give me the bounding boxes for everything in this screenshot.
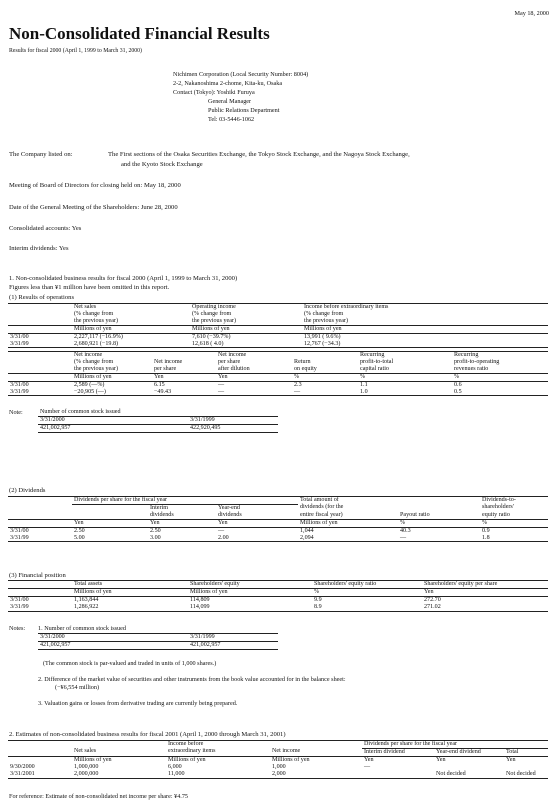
cell: 1,000 [272, 763, 286, 770]
col-equity-ratio: Shareholders' equity ratio [312, 581, 422, 589]
page-subtitle: Results for fiscal 2000 (April 1, 1999 to March 31, 2000) [9, 48, 142, 54]
unit: Yen [506, 756, 516, 763]
notes-label: Notes: [9, 625, 26, 632]
shares-date: 3/31/1999 [188, 416, 278, 424]
cell: 5.00 [72, 535, 148, 542]
col-prev-year: the previous year) [190, 318, 302, 325]
company-address: 2-2, Nakanoshima 2-chome, Kita-ku, Osaka [173, 80, 283, 87]
col-recurring-total-3: capital ratio [358, 366, 452, 373]
cell: 1.0 [358, 389, 452, 396]
cell: 0.6 [454, 381, 462, 388]
dividends-table [8, 496, 548, 542]
unit: Yen [216, 519, 298, 527]
unit: Millions of yen [190, 325, 302, 333]
report-date: May 18, 2000 [514, 10, 549, 17]
col-net-income: Net income [72, 352, 152, 359]
unit: Millions of yen [302, 325, 548, 333]
cell: 114,809 [190, 596, 210, 603]
agm-date: Date of the General Meeting of the Shareholders: June 28, 2000 [9, 204, 178, 211]
unit: Yen [364, 756, 374, 763]
shares-value: 421,002,957 [188, 641, 278, 649]
col-recurring-total: Recurring [358, 352, 452, 359]
cell: — [364, 763, 371, 770]
row-label: 3/31/99 [8, 389, 72, 396]
dividends-heading: (2) Dividends [9, 487, 46, 494]
note-1-detail: (The common stock is par-valued and traded in units of 1,000 shares.) [43, 660, 217, 667]
row-label: 3/31/00 [10, 596, 29, 603]
cell: 2,227,117 (−16.9%) [74, 333, 123, 340]
cell: — [218, 527, 225, 534]
cell: 13,991 ( 9.6%) [304, 333, 341, 340]
col-total: Total [504, 748, 548, 756]
financial-position-heading: (3) Financial position [9, 572, 66, 579]
net-income-table [8, 351, 548, 396]
cell: −49.43 [152, 389, 216, 396]
unit: % [358, 373, 452, 381]
unit: Millions of yen [188, 588, 312, 596]
col-payout: Payout ratio [398, 512, 480, 519]
cell: 6.15 [154, 381, 165, 388]
estimates-table [8, 740, 548, 779]
col-pct-change: (% change from [74, 358, 114, 365]
cell [504, 764, 548, 771]
unit: Millions of yen [72, 373, 152, 381]
cell: — [218, 381, 225, 388]
row-label: 3/31/2001 [8, 771, 72, 778]
col-ni-per-share-2: per share [152, 366, 216, 373]
col-pct-change: (% change from [192, 310, 232, 317]
contact-name: Contact (Tokyo): Yoshiki Furuya [173, 89, 255, 96]
cell: 1,286,922 [72, 604, 188, 611]
board-meeting: Meeting of Board of Directors for closing held on: May 18, 2000 [9, 182, 181, 189]
col-income-before: Income before [166, 741, 270, 749]
col-interim-2: dividends [148, 512, 216, 519]
unit: Millions of yen [72, 588, 188, 596]
unit: Yen [148, 519, 216, 527]
cell: 2.3 [294, 381, 302, 388]
section1-note: Figures less than ¥1 million have been omitted in this report. [9, 284, 170, 291]
cell: 2,680,921 (−19.8) [72, 341, 190, 348]
col-pct-change: (% change from [304, 310, 344, 317]
note-3: 3. Valuation gains or losses from derivative trading are currently being prepared. [38, 700, 238, 707]
cell: 1.8 [480, 535, 548, 542]
cell: 40.3 [400, 527, 411, 534]
cell: 1.1 [360, 381, 368, 388]
unit: Yen [152, 373, 216, 381]
financial-position-table [8, 580, 548, 612]
cell: 1,163,844 [74, 596, 99, 603]
col-equity-per-share: Shareholders' equity per share [422, 581, 548, 589]
shares-issued-title: Number of common stock issued [38, 409, 278, 416]
consolidated-accounts: Consolidated accounts: Yes [9, 225, 82, 232]
cell: 12,618 ( 4.0) [190, 341, 302, 348]
unit: % [398, 519, 480, 527]
col-net-income: Net income [270, 748, 362, 756]
col-year-end-2: dividends [216, 512, 298, 519]
row-label: 3/31/00 [10, 333, 29, 340]
row-label: 3/31/99 [8, 535, 72, 542]
unit: Yen [72, 519, 148, 527]
cell: 2.50 [74, 527, 85, 534]
unit: Yen [216, 373, 292, 381]
row-label: 9/30/2000 [10, 763, 35, 770]
cell: 1,044 [300, 527, 314, 534]
cell: — [216, 389, 292, 396]
col-prev-year: the previous year) [72, 318, 190, 325]
listed-label: The Company listed on: [9, 151, 73, 158]
section1-heading: 1. Non-consolidated business results for fiscal 2000 (April 1, 1999 to March 31, 2000) [9, 275, 238, 282]
page-title: Non-Consolidated Financial Results [9, 24, 270, 43]
col-pct-change: (% change from [74, 310, 114, 317]
col-prev-year: the previous year) [302, 318, 548, 325]
contact-tel: Tel: 03-5446-1062 [208, 116, 255, 123]
col-return-2: on equity [292, 366, 358, 373]
col-div-equity-3: equity ratio [480, 512, 548, 519]
unit: Millions of yen [298, 519, 398, 527]
contact-dept: Public Relations Department [208, 107, 280, 114]
row-label: 3/31/00 [10, 527, 29, 534]
unit: % [292, 373, 358, 381]
cell: 7,610 (−39.7%) [192, 333, 231, 340]
unit: Millions of yen [272, 756, 310, 763]
cell: — [398, 535, 480, 542]
unit: Yen [422, 588, 548, 596]
row-label: 3/31/00 [10, 381, 29, 388]
results-ops-heading: (1) Results of operations [9, 294, 75, 301]
section2-heading: 2. Estimates of non-consolidated business results for fiscal 2001 (April 1, 2000 through March 31, 2001) [9, 731, 286, 738]
col-total-div-2: dividends (for the [300, 504, 344, 511]
cell: 3.00 [148, 535, 216, 542]
row-label: 3/31/99 [8, 604, 72, 611]
col-prev-year: the previous year) [72, 366, 152, 373]
cell: Not decided [504, 771, 548, 778]
cell: 2,589 (—%) [74, 381, 105, 388]
note-2-detail: (−¥6,554 million) [55, 684, 100, 691]
col-div-per-share: Dividends per share for the fiscal year [362, 741, 548, 749]
unit: % [452, 373, 548, 381]
col-recurring-rev: Recurring [452, 352, 548, 359]
cell [362, 771, 434, 778]
unit: Yen [436, 756, 446, 763]
col-return: Return [294, 358, 311, 365]
col-ni-per-share: Net income [154, 358, 183, 365]
col-recurring-total-2: profit-to-total [360, 358, 394, 365]
cell: −20,905 (—) [72, 389, 152, 396]
col-net-sales: Net sales [72, 304, 190, 311]
shares-value: 421,002,957 [38, 424, 188, 432]
cell: 271.02 [422, 604, 548, 611]
col-equity: Shareholders' equity [188, 581, 312, 589]
cell: — [292, 389, 358, 396]
cell: 1,000,000 [74, 763, 99, 770]
contact-title: General Manager [208, 98, 252, 105]
col-interim: Interim [150, 504, 168, 511]
note-label: Note: [9, 409, 23, 416]
unit: % [480, 519, 548, 527]
unit: % [312, 588, 422, 596]
interim-dividends: Interim dividends: Yes [9, 245, 69, 252]
col-net-sales: Net sales [72, 748, 166, 756]
col-income-before-2: extraordinary items [166, 748, 270, 756]
col-operating-income: Operating income [190, 304, 302, 311]
unit: Millions of yen [168, 756, 206, 763]
operations-table [8, 303, 548, 348]
cell [434, 764, 504, 771]
col-total-div-3: entire fiscal year) [298, 512, 398, 519]
note-1: 1. Number of common stock issued [38, 625, 126, 632]
col-year-end: Year-end [218, 504, 240, 511]
cell: 114,099 [188, 604, 312, 611]
cell: 2,000 [270, 771, 362, 778]
shares-date: 3/31/1999 [188, 634, 278, 642]
cell: 2,000,000 [72, 771, 166, 778]
unit: Millions of yen [74, 756, 112, 763]
cell: 2,094 [298, 535, 398, 542]
cell: 6,000 [168, 763, 182, 770]
col-div-per-share: Dividends per share for the fiscal year [72, 497, 298, 505]
listed-exchanges-2: and the Kyoto Stock Exchange [121, 161, 203, 168]
shares-issued-table [38, 409, 278, 433]
col-recurring-rev-2: profit-to-operating [454, 358, 500, 365]
col-recurring-rev-3: revenues ratio [452, 366, 548, 373]
col-div-equity-2: shareholders' [482, 504, 514, 511]
col-ni-dilution: Net income [216, 352, 292, 359]
reference-note: For reference: Estimate of non-consolidated net income per share: ¥4.75 [9, 793, 189, 800]
col-year-end: Year-end dividend [434, 748, 504, 756]
col-ni-dilution-2: per share [218, 358, 241, 365]
shares-date: 3/31/2000 [38, 416, 188, 424]
col-ni-dilution-3: after dilution [216, 366, 292, 373]
shares-date: 3/31/2000 [38, 634, 188, 642]
cell: 0.5 [452, 389, 548, 396]
listed-exchanges: The First sections of the Osaka Securities Exchange, the Tokyo Stock Exchange, and the Nagoya Stock Exchange, [108, 151, 410, 158]
cell: 11,000 [166, 771, 270, 778]
shares-value: 422,920,495 [188, 424, 278, 432]
unit: Millions of yen [72, 325, 190, 333]
note-2: 2. Difference of the market value of securities and other instruments from the book value accounted for in the balance sheet: [38, 676, 346, 683]
col-interim: Interim dividend [362, 748, 434, 756]
cell: 9.9 [314, 596, 322, 603]
col-total-assets: Total assets [72, 581, 188, 589]
cell: 2.50 [150, 527, 161, 534]
shares-issued-table-2 [38, 633, 278, 650]
cell: 12,767 (−34.3) [302, 341, 548, 348]
cell: Not decided [434, 771, 504, 778]
company-name: Nichimen Corporation (Local Security Number: 8004) [173, 71, 309, 78]
row-label: 3/31/99 [8, 341, 72, 348]
shares-value: 421,002,957 [38, 641, 188, 649]
cell: 2.00 [216, 535, 298, 542]
cell: 8.9 [312, 604, 422, 611]
cell: 272.70 [424, 596, 441, 603]
col-div-equity: Dividends-to- [480, 497, 548, 505]
col-total-div: Total amount of [298, 497, 398, 505]
col-income-before-extra: Income before extraordinary items [302, 304, 548, 311]
cell: 0.9 [482, 527, 490, 534]
